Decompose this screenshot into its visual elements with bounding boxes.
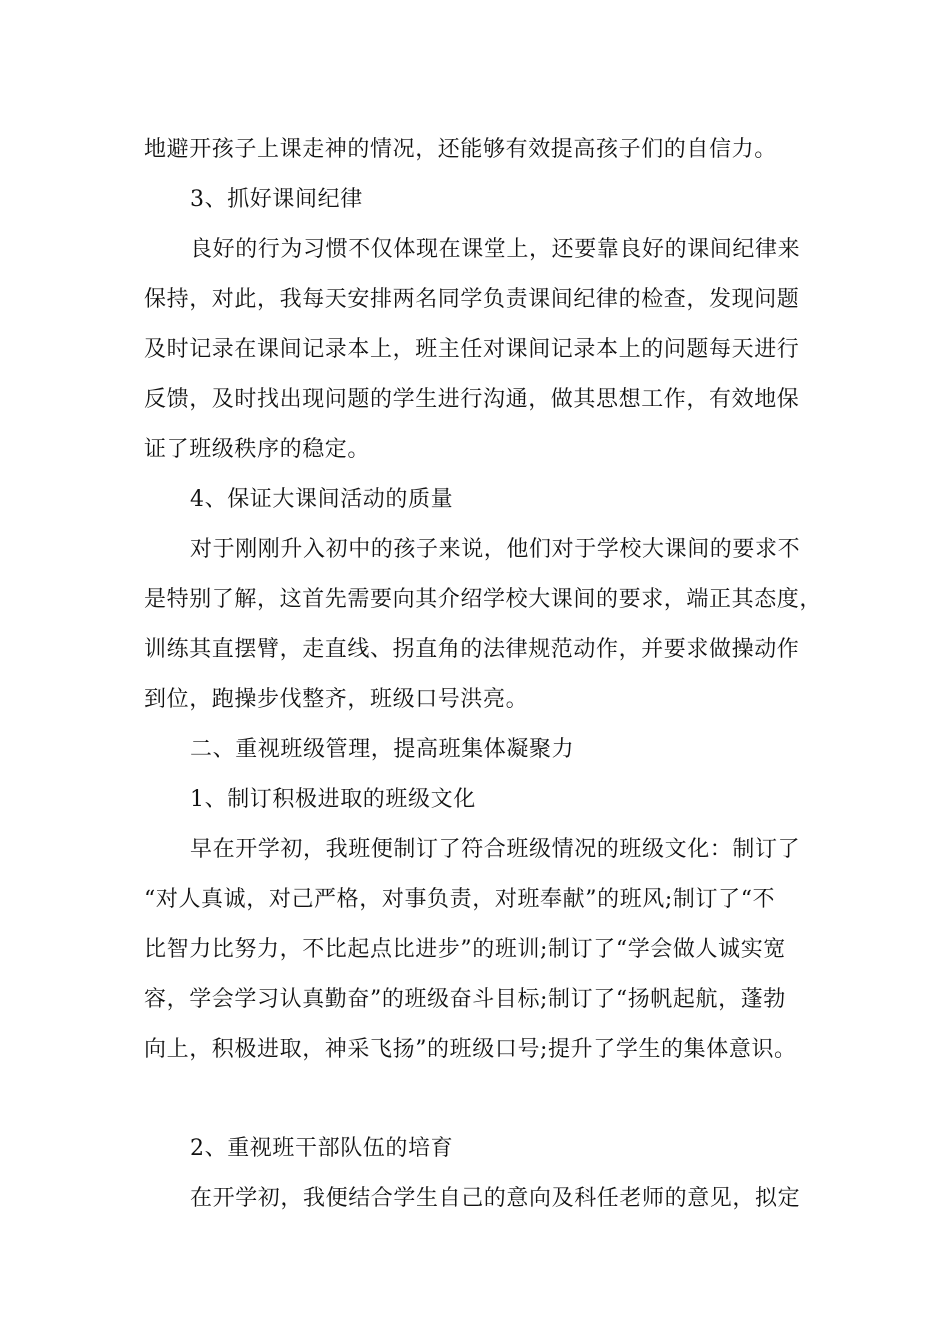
paragraph-line: 是特别了解，这首先需要向其介绍学校大课间的要求，端正其态度， (144, 587, 823, 612)
section-heading: 4、保证大课间活动的质量 (190, 487, 454, 512)
paragraph-line: 容，学会学习认真勤奋”的班级奋斗目标;制订了“扬帆起航，蓬勃 (144, 987, 786, 1012)
paragraph-line: 向上，积极进取，神采飞扬”的班级口号;提升了学生的集体意识。 (144, 1037, 797, 1062)
section-heading: 3、抓好课间纪律 (190, 187, 363, 212)
paragraph-line: 早在开学初，我班便制订了符合班级情况的班级文化：制订了 (190, 837, 801, 862)
paragraph-line: 比智力比努力，不比起点比进步”的班训;制订了“学会做人诚实宽 (144, 937, 786, 962)
paragraph-line: 在开学初，我便结合学生自己的意向及科任老师的意见，拟定 (190, 1186, 801, 1211)
section-heading: 1、制订积极进取的班级文化 (190, 787, 476, 812)
paragraph-line: 反馈，及时找出现问题的学生进行沟通，做其思想工作，有效地保 (144, 387, 800, 412)
paragraph-line: 及时记录在课间记录本上，班主任对课间记录本上的问题每天进行 (144, 337, 800, 362)
paragraph-line: 到位，跑操步伐整齐，班级口号洪亮。 (144, 687, 529, 712)
paragraph-line: 训练其直摆臂，走直线、拐直角的法律规范动作，并要求做操动作 (144, 637, 800, 662)
section-heading: 2、重视班干部队伍的培育 (190, 1136, 454, 1161)
paragraph-line: “对人真诚，对己严格，对事负责，对班奉献”的班风;制订了“不 (144, 887, 776, 912)
chapter-heading: 二、重视班级管理，提高班集体凝聚力 (190, 737, 575, 762)
paragraph-line: 对于刚刚升入初中的孩子来说，他们对于学校大课间的要求不 (190, 537, 801, 562)
paragraph-line: 地避开孩子上课走神的情况，还能够有效提高孩子们的自信力。 (144, 137, 777, 162)
paragraph-line: 保持，对此，我每天安排两名同学负责课间纪律的检查，发现问题 (144, 287, 800, 312)
paragraph-line: 良好的行为习惯不仅体现在课堂上，还要靠良好的课间纪律来 (190, 237, 801, 262)
paragraph-line: 证了班级秩序的稳定。 (144, 437, 371, 462)
